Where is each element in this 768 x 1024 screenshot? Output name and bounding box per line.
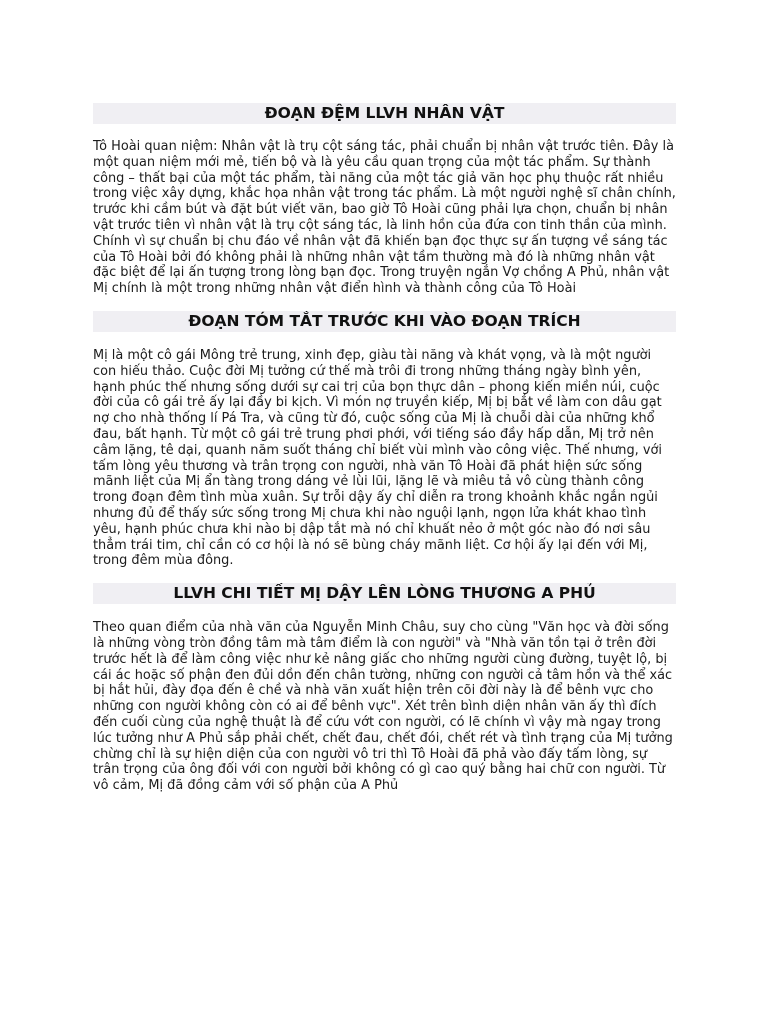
section-heading-character-intro: ĐOẠN ĐỆM LLVH NHÂN VẬT	[93, 103, 676, 124]
section-heading-compassion-detail: LLVH CHI TIẾT MỊ DẬY LÊN LÒNG THƯƠNG A PHỦ	[93, 583, 676, 604]
section-heading-summary: ĐOẠN TÓM TẮT TRƯỚC KHI VÀO ĐOẠN TRÍCH	[93, 311, 676, 332]
paragraph-summary: Mị là một cô gái Mông trẻ trung, xinh đẹp, giàu tài năng và khát vọng, và là một người con hiếu thảo. Cuộc đời Mị tưởng cứ thế mà trôi đi trong những tháng ngày bình yên, hạnh phúc thế nhưng sống dưới sự cai trị của bọn thực dân – phong kiến miền núi, cuộc đời của cô gái trẻ ấy lại đầy bi kịch. Vì món nợ truyền kiếp, Mị bị bắt về làm con dâu gạt nợ cho nhà thống lí Pá Tra, và cũng từ đó, cuộc sống của Mị là chuỗi dài của những khổ đau, bất hạnh. Từ một cô gái trẻ trung phơi phới, với tiếng sáo đầy hấp dẫn, Mị trở nên câm lặng, tê dại, quanh năm suốt tháng chỉ biết vùi mình vào công việc. Thế nhưng, với tấm lòng yêu thương và trân trọng con người, nhà văn Tô Hoài đã phát hiện sức sống mãnh liệt của Mị ẩn tàng trong dáng vẻ lùi lũi, lặng lẽ và miêu tả vô cùng thành công trong đoạn đêm tình mùa xuân. Sự trỗi dậy ấy chỉ diễn ra trong khoảnh khắc ngắn ngủi nhưng đủ để thấy sức sống trong Mị chưa khi nào nguội lạnh, ngọn lửa khát khao tình yêu, hạnh phúc chưa khi nào bị dập tắt mà nó chỉ khuất nẻo ở một góc nào đó nơi sâu thẳm trái tim, chỉ cần có cơ hội là nó sẽ bùng cháy mãnh liệt. Cơ hội ấy lại đến với Mị, trong đêm mùa đông.	[93, 347, 662, 569]
paragraph-character-intro: Tô Hoài quan niệm: Nhân vật là trụ cột sáng tác, phải chuẩn bị nhân vật trước tiên. Đây là một quan niệm mới mẻ, tiến bộ và là yêu cầu quan trọng của một tác phẩm. Sự thành công – thất bại của một tác phẩm, tài năng của một tác giả văn học phụ thuộc rất nhiều trong việc xây dựng, khắc họa nhân vật trong tác phẩm. Là một người nghệ sĩ chân chính, trước khi cầm bút và đặt bút viết văn, bao giờ Tô Hoài cũng phải lựa chọn, chuẩn bị nhân vật trước tiên vì nhân vật là trụ cột sáng tác, là linh hồn của đứa con tinh thần của mình. Chính vì sự chuẩn bị chu đáo về nhân vật đã khiến bạn đọc thực sự ấn tượng về sáng tác của Tô Hoài bởi đó không phải là những nhân vật tầm thường mà đó là những nhân vật đặc biệt để lại ấn tượng trong lòng bạn đọc. Trong truyện ngắn Vợ chồng A Phủ, nhân vật Mị chính là một trong những nhân vật điển hình và thành công của Tô Hoài	[93, 139, 676, 297]
paragraph-compassion-detail: Theo quan điểm của nhà văn của Nguyễn Minh Châu, suy cho cùng "Văn học và đời sống là những vòng tròn đồng tâm mà tâm điểm là con người" và "Nhà văn tồn tại ở trên đời trước hết là để làm công việc như kẻ nâng giấc cho những người cùng đường, tuyệt lộ, bị cái ác hoặc số phận đen đủi dồn đến chân tường, những con người cả tâm hồn và thể xác bị hắt hủi, đày đọa đến ê chề và nhà văn xuất hiện trên cõi đời này là để bênh vực cho những con người không còn có ai để bênh vực". Xét trên bình diện nhân văn ấy thì đích đến cuối cùng của nghệ thuật là để cứu vớt con người, có lẽ chính vì vậy mà ngay trong lúc tưởng như A Phủ sắp phải chết, chết đau, chết đói, chết rét và tình trạng của Mị tưởng chừng chỉ là sự hiện diện của con người vô tri thì Tô Hoài đã phả vào đấy tấm lòng, sự trân trọng của ông đối với con người bởi không có gì cao quý bằng hai chữ con người. Từ vô cảm, Mị đã đồng cảm với số phận của A Phủ	[93, 620, 673, 794]
